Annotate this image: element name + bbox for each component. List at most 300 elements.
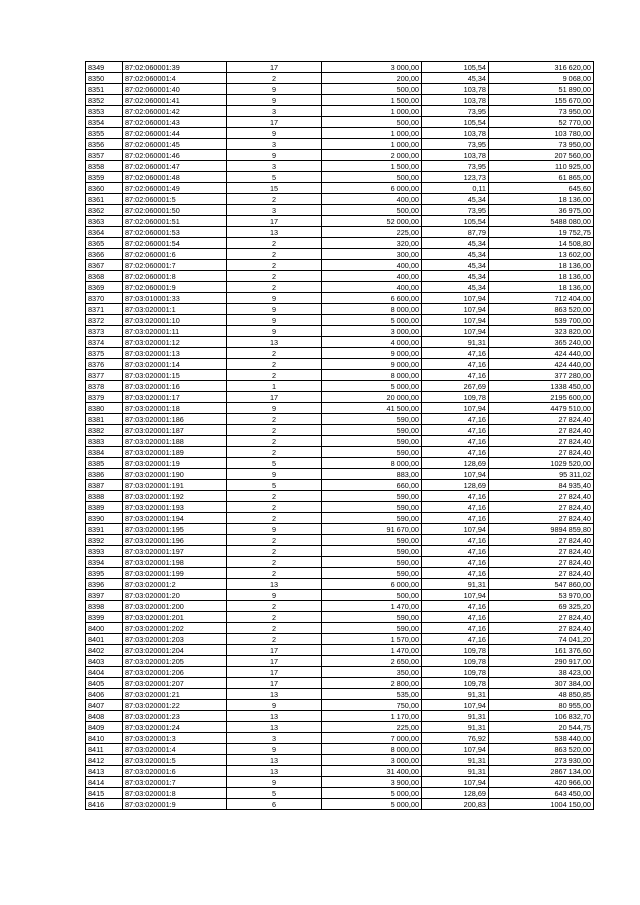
cadastral-number-cell: 87:03:020001:188 (123, 436, 227, 447)
category-cell: 9 (227, 744, 322, 755)
cadastral-value-cell: 18 136,00 (489, 282, 594, 293)
row-number-cell: 8359 (86, 172, 123, 183)
rate-cell: 47,16 (422, 447, 489, 458)
cadastral-number-cell: 87:03:020001:23 (123, 711, 227, 722)
area-cell: 8 000,00 (322, 458, 422, 469)
category-cell: 2 (227, 370, 322, 381)
category-cell: 17 (227, 645, 322, 656)
rate-cell: 45,34 (422, 73, 489, 84)
table-row (86, 392, 594, 403)
area-cell: 500,00 (322, 84, 422, 95)
table-row (86, 711, 594, 722)
category-cell: 9 (227, 293, 322, 304)
row-number-cell: 8375 (86, 348, 123, 359)
cadastral-value-cell: 1029 520,00 (489, 458, 594, 469)
table-row (86, 722, 594, 733)
table-row (86, 447, 594, 458)
rate-cell: 91,31 (422, 337, 489, 348)
cadastral-number-cell: 87:03:020001:194 (123, 513, 227, 524)
rate-cell: 47,16 (422, 425, 489, 436)
cadastral-value-cell: 19 752,75 (489, 227, 594, 238)
row-number-cell: 8398 (86, 601, 123, 612)
cadastral-value-cell: 645,60 (489, 183, 594, 194)
row-number-cell: 8408 (86, 711, 123, 722)
table-row (86, 106, 594, 117)
cadastral-number-cell: 87:02:060001:49 (123, 183, 227, 194)
cadastral-number-cell: 87:03:020001:205 (123, 656, 227, 667)
table-row (86, 524, 594, 535)
category-cell: 2 (227, 260, 322, 271)
row-number-cell: 8370 (86, 293, 123, 304)
cadastral-number-cell: 87:03:020001:187 (123, 425, 227, 436)
table-row (86, 656, 594, 667)
rate-cell: 47,16 (422, 634, 489, 645)
cadastral-number-cell: 87:02:060001:47 (123, 161, 227, 172)
area-cell: 500,00 (322, 205, 422, 216)
cadastral-value-cell: 539 700,00 (489, 315, 594, 326)
rate-cell: 45,34 (422, 260, 489, 271)
row-number-cell: 8349 (86, 62, 123, 73)
cadastral-value-cell: 48 850,85 (489, 689, 594, 700)
area-cell: 883,00 (322, 469, 422, 480)
category-cell: 9 (227, 315, 322, 326)
row-number-cell: 8360 (86, 183, 123, 194)
area-cell: 590,00 (322, 436, 422, 447)
table-row (86, 348, 594, 359)
area-cell: 6 600,00 (322, 293, 422, 304)
rate-cell: 107,94 (422, 469, 489, 480)
cadastral-value-cell: 377 280,00 (489, 370, 594, 381)
cadastral-value-cell: 27 824,40 (489, 557, 594, 568)
cadastral-number-cell: 87:03:010001:33 (123, 293, 227, 304)
cadastral-number-cell: 87:03:020001:190 (123, 469, 227, 480)
cadastral-number-cell: 87:03:020001:16 (123, 381, 227, 392)
cadastral-value-cell: 36 975,00 (489, 205, 594, 216)
area-cell: 9 000,00 (322, 348, 422, 359)
rate-cell: 200,83 (422, 799, 489, 810)
cadastral-number-cell: 87:03:020001:4 (123, 744, 227, 755)
area-cell: 5 000,00 (322, 381, 422, 392)
rate-cell: 45,34 (422, 249, 489, 260)
row-number-cell: 8377 (86, 370, 123, 381)
table-row (86, 260, 594, 271)
cadastral-value-cell: 712 404,00 (489, 293, 594, 304)
category-cell: 17 (227, 678, 322, 689)
area-cell: 31 400,00 (322, 766, 422, 777)
category-cell: 2 (227, 502, 322, 513)
row-number-cell: 8373 (86, 326, 123, 337)
row-number-cell: 8365 (86, 238, 123, 249)
row-number-cell: 8416 (86, 799, 123, 810)
cadastral-value-cell: 27 824,40 (489, 535, 594, 546)
cadastral-value-cell: 207 560,00 (489, 150, 594, 161)
category-cell: 2 (227, 546, 322, 557)
cadastral-value-cell: 27 824,40 (489, 436, 594, 447)
cadastral-number-cell: 87:02:060001:8 (123, 271, 227, 282)
rate-cell: 107,94 (422, 304, 489, 315)
area-cell: 1 000,00 (322, 128, 422, 139)
category-cell: 5 (227, 480, 322, 491)
category-cell: 2 (227, 557, 322, 568)
table-row (86, 788, 594, 799)
row-number-cell: 8412 (86, 755, 123, 766)
table-row (86, 469, 594, 480)
table-row (86, 161, 594, 172)
table-row (86, 172, 594, 183)
area-cell: 6 000,00 (322, 579, 422, 590)
cadastral-number-cell: 87:03:020001:192 (123, 491, 227, 502)
rate-cell: 109,78 (422, 667, 489, 678)
category-cell: 9 (227, 469, 322, 480)
cadastral-value-cell: 424 440,00 (489, 348, 594, 359)
category-cell: 2 (227, 535, 322, 546)
cadastral-number-cell: 87:02:060001:53 (123, 227, 227, 238)
category-cell: 2 (227, 447, 322, 458)
row-number-cell: 8406 (86, 689, 123, 700)
cadastral-value-cell: 103 780,00 (489, 128, 594, 139)
table-row (86, 370, 594, 381)
cadastral-number-cell: 87:03:020001:15 (123, 370, 227, 381)
cadastral-number-cell: 87:03:020001:191 (123, 480, 227, 491)
cadastral-value-cell: 307 384,00 (489, 678, 594, 689)
rate-cell: 123,73 (422, 172, 489, 183)
cadastral-number-cell: 87:03:020001:19 (123, 458, 227, 469)
table-row (86, 601, 594, 612)
table-row (86, 612, 594, 623)
table-row (86, 84, 594, 95)
area-cell: 400,00 (322, 282, 422, 293)
row-number-cell: 8367 (86, 260, 123, 271)
rate-cell: 103,78 (422, 84, 489, 95)
table-row (86, 403, 594, 414)
cadastral-number-cell: 87:02:060001:40 (123, 84, 227, 95)
rate-cell: 109,78 (422, 656, 489, 667)
area-cell: 225,00 (322, 227, 422, 238)
area-cell: 8 000,00 (322, 744, 422, 755)
area-cell: 2 000,00 (322, 150, 422, 161)
cadastral-value-cell: 9894 859,80 (489, 524, 594, 535)
area-cell: 350,00 (322, 667, 422, 678)
row-number-cell: 8393 (86, 546, 123, 557)
row-number-cell: 8388 (86, 491, 123, 502)
area-cell: 1 470,00 (322, 645, 422, 656)
cadastral-number-cell: 87:03:020001:197 (123, 546, 227, 557)
table-row (86, 359, 594, 370)
category-cell: 17 (227, 392, 322, 403)
category-cell: 9 (227, 150, 322, 161)
table-row (86, 381, 594, 392)
category-cell: 17 (227, 62, 322, 73)
row-number-cell: 8378 (86, 381, 123, 392)
area-cell: 590,00 (322, 447, 422, 458)
cadastral-number-cell: 87:02:060001:9 (123, 282, 227, 293)
rate-cell: 91,31 (422, 689, 489, 700)
table-row (86, 744, 594, 755)
cadastral-value-cell: 38 423,00 (489, 667, 594, 678)
cadastral-number-cell: 87:03:020001:7 (123, 777, 227, 788)
cadastral-number-cell: 87:03:020001:203 (123, 634, 227, 645)
cadastral-number-cell: 87:03:020001:207 (123, 678, 227, 689)
rate-cell: 267,69 (422, 381, 489, 392)
row-number-cell: 8353 (86, 106, 123, 117)
row-number-cell: 8390 (86, 513, 123, 524)
category-cell: 2 (227, 568, 322, 579)
cadastral-number-cell: 87:03:020001:186 (123, 414, 227, 425)
cadastral-number-cell: 87:03:020001:198 (123, 557, 227, 568)
row-number-cell: 8413 (86, 766, 123, 777)
table-row (86, 150, 594, 161)
cadastral-number-cell: 87:03:020001:9 (123, 799, 227, 810)
area-cell: 4 000,00 (322, 337, 422, 348)
row-number-cell: 8363 (86, 216, 123, 227)
table-row (86, 315, 594, 326)
row-number-cell: 8358 (86, 161, 123, 172)
area-cell: 1 570,00 (322, 634, 422, 645)
area-cell: 1 000,00 (322, 139, 422, 150)
rate-cell: 45,34 (422, 194, 489, 205)
row-number-cell: 8362 (86, 205, 123, 216)
rate-cell: 47,16 (422, 348, 489, 359)
cadastral-value-cell: 27 824,40 (489, 425, 594, 436)
row-number-cell: 8364 (86, 227, 123, 238)
area-cell: 590,00 (322, 502, 422, 513)
rate-cell: 107,94 (422, 403, 489, 414)
cadastral-number-cell: 87:02:060001:42 (123, 106, 227, 117)
cadastral-value-cell: 110 925,00 (489, 161, 594, 172)
cadastral-number-cell: 87:03:020001:13 (123, 348, 227, 359)
category-cell: 17 (227, 117, 322, 128)
rate-cell: 107,94 (422, 700, 489, 711)
rate-cell: 107,94 (422, 590, 489, 601)
rate-cell: 47,16 (422, 414, 489, 425)
cadastral-number-cell: 87:03:020001:3 (123, 733, 227, 744)
category-cell: 1 (227, 381, 322, 392)
area-cell: 3 900,00 (322, 777, 422, 788)
cadastral-value-cell: 13 602,00 (489, 249, 594, 260)
category-cell: 15 (227, 183, 322, 194)
category-cell: 9 (227, 524, 322, 535)
category-cell: 9 (227, 95, 322, 106)
row-number-cell: 8400 (86, 623, 123, 634)
cadastral-number-cell: 87:02:060001:6 (123, 249, 227, 260)
cadastral-value-cell: 80 955,00 (489, 700, 594, 711)
category-cell: 2 (227, 249, 322, 260)
table-row (86, 546, 594, 557)
area-cell: 2 650,00 (322, 656, 422, 667)
row-number-cell: 8404 (86, 667, 123, 678)
row-number-cell: 8381 (86, 414, 123, 425)
category-cell: 9 (227, 304, 322, 315)
category-cell: 3 (227, 161, 322, 172)
rate-cell: 47,16 (422, 568, 489, 579)
table-row (86, 249, 594, 260)
table-row (86, 414, 594, 425)
category-cell: 3 (227, 733, 322, 744)
table-row (86, 513, 594, 524)
cadastral-number-cell: 87:03:020001:24 (123, 722, 227, 733)
cadastral-number-cell: 87:03:020001:204 (123, 645, 227, 656)
rate-cell: 76,92 (422, 733, 489, 744)
cadastral-number-cell: 87:03:020001:17 (123, 392, 227, 403)
area-cell: 320,00 (322, 238, 422, 249)
cadastral-number-cell: 87:03:020001:14 (123, 359, 227, 370)
row-number-cell: 8366 (86, 249, 123, 260)
row-number-cell: 8397 (86, 590, 123, 601)
area-cell: 400,00 (322, 260, 422, 271)
category-cell: 5 (227, 788, 322, 799)
cadastral-value-cell: 106 832,70 (489, 711, 594, 722)
table-row (86, 337, 594, 348)
cadastral-value-cell: 52 770,00 (489, 117, 594, 128)
area-cell: 52 000,00 (322, 216, 422, 227)
category-cell: 13 (227, 711, 322, 722)
category-cell: 3 (227, 106, 322, 117)
table-row (86, 502, 594, 513)
cadastral-value-cell: 5488 080,00 (489, 216, 594, 227)
row-number-cell: 8350 (86, 73, 123, 84)
category-cell: 2 (227, 513, 322, 524)
cadastral-value-cell: 27 824,40 (489, 623, 594, 634)
area-cell: 1 500,00 (322, 161, 422, 172)
area-cell: 200,00 (322, 73, 422, 84)
row-number-cell: 8355 (86, 128, 123, 139)
rate-cell: 47,16 (422, 491, 489, 502)
category-cell: 9 (227, 590, 322, 601)
area-cell: 660,00 (322, 480, 422, 491)
cadastral-value-cell: 74 041,20 (489, 634, 594, 645)
cadastral-value-cell: 643 450,00 (489, 788, 594, 799)
cadastral-value-cell: 323 820,00 (489, 326, 594, 337)
rate-cell: 45,34 (422, 282, 489, 293)
cadastral-value-cell: 1338 450,00 (489, 381, 594, 392)
area-cell: 590,00 (322, 612, 422, 623)
rate-cell: 73,95 (422, 205, 489, 216)
cadastral-number-cell: 87:02:060001:50 (123, 205, 227, 216)
row-number-cell: 8369 (86, 282, 123, 293)
row-number-cell: 8395 (86, 568, 123, 579)
category-cell: 2 (227, 238, 322, 249)
category-cell: 2 (227, 612, 322, 623)
area-cell: 400,00 (322, 194, 422, 205)
table-row (86, 491, 594, 502)
table-row (86, 667, 594, 678)
table-row (86, 568, 594, 579)
category-cell: 9 (227, 403, 322, 414)
rate-cell: 73,95 (422, 106, 489, 117)
area-cell: 590,00 (322, 623, 422, 634)
table-row (86, 755, 594, 766)
rate-cell: 73,95 (422, 139, 489, 150)
cadastral-number-cell: 87:03:020001:22 (123, 700, 227, 711)
rate-cell: 47,16 (422, 436, 489, 447)
table-row (86, 73, 594, 84)
area-cell: 400,00 (322, 271, 422, 282)
table-row (86, 678, 594, 689)
table-row (86, 535, 594, 546)
table-row (86, 183, 594, 194)
cadastral-value-cell: 547 860,00 (489, 579, 594, 590)
table-row (86, 205, 594, 216)
row-number-cell: 8385 (86, 458, 123, 469)
area-cell: 590,00 (322, 513, 422, 524)
area-cell: 590,00 (322, 491, 422, 502)
cadastral-value-cell: 27 824,40 (489, 513, 594, 524)
row-number-cell: 8389 (86, 502, 123, 513)
rate-cell: 105,54 (422, 216, 489, 227)
row-number-cell: 8356 (86, 139, 123, 150)
area-cell: 590,00 (322, 568, 422, 579)
row-number-cell: 8371 (86, 304, 123, 315)
area-cell: 590,00 (322, 546, 422, 557)
cadastral-value-cell: 27 824,40 (489, 447, 594, 458)
category-cell: 3 (227, 205, 322, 216)
area-cell: 7 000,00 (322, 733, 422, 744)
cadastral-number-cell: 87:03:020001:200 (123, 601, 227, 612)
rate-cell: 107,94 (422, 293, 489, 304)
area-cell: 590,00 (322, 414, 422, 425)
cadastral-value-cell: 863 520,00 (489, 744, 594, 755)
row-number-cell: 8361 (86, 194, 123, 205)
table-row (86, 590, 594, 601)
cadastral-value-cell: 290 917,00 (489, 656, 594, 667)
category-cell: 5 (227, 458, 322, 469)
cadastral-value-cell: 84 935,40 (489, 480, 594, 491)
cadastral-value-cell: 18 136,00 (489, 271, 594, 282)
cadastral-value-cell: 95 311,02 (489, 469, 594, 480)
rate-cell: 47,16 (422, 359, 489, 370)
category-cell: 2 (227, 601, 322, 612)
table-row (86, 216, 594, 227)
rate-cell: 47,16 (422, 612, 489, 623)
area-cell: 3 000,00 (322, 62, 422, 73)
cadastral-value-cell: 155 670,00 (489, 95, 594, 106)
rate-cell: 107,94 (422, 326, 489, 337)
row-number-cell: 8396 (86, 579, 123, 590)
rate-cell: 47,16 (422, 601, 489, 612)
rate-cell: 103,78 (422, 150, 489, 161)
table-row (86, 194, 594, 205)
area-cell: 3 000,00 (322, 755, 422, 766)
area-cell: 500,00 (322, 172, 422, 183)
row-number-cell: 8407 (86, 700, 123, 711)
category-cell: 2 (227, 282, 322, 293)
cadastral-value-cell: 27 824,40 (489, 491, 594, 502)
category-cell: 13 (227, 689, 322, 700)
area-cell: 1 500,00 (322, 95, 422, 106)
rate-cell: 128,69 (422, 480, 489, 491)
table-row (86, 766, 594, 777)
row-number-cell: 8386 (86, 469, 123, 480)
rate-cell: 109,78 (422, 645, 489, 656)
cadastral-number-cell: 87:02:060001:39 (123, 62, 227, 73)
row-number-cell: 8391 (86, 524, 123, 535)
cadastral-number-cell: 87:02:060001:7 (123, 260, 227, 271)
category-cell: 6 (227, 799, 322, 810)
row-number-cell: 8411 (86, 744, 123, 755)
category-cell: 9 (227, 128, 322, 139)
row-number-cell: 8402 (86, 645, 123, 656)
category-cell: 2 (227, 634, 322, 645)
row-number-cell: 8415 (86, 788, 123, 799)
cadastral-value-cell: 420 966,00 (489, 777, 594, 788)
cadastral-value-cell: 161 376,60 (489, 645, 594, 656)
cadastral-number-cell: 87:02:060001:54 (123, 238, 227, 249)
category-cell: 13 (227, 722, 322, 733)
area-cell: 5 000,00 (322, 315, 422, 326)
cadastral-value-cell: 51 890,00 (489, 84, 594, 95)
table-row (86, 700, 594, 711)
table-row (86, 117, 594, 128)
